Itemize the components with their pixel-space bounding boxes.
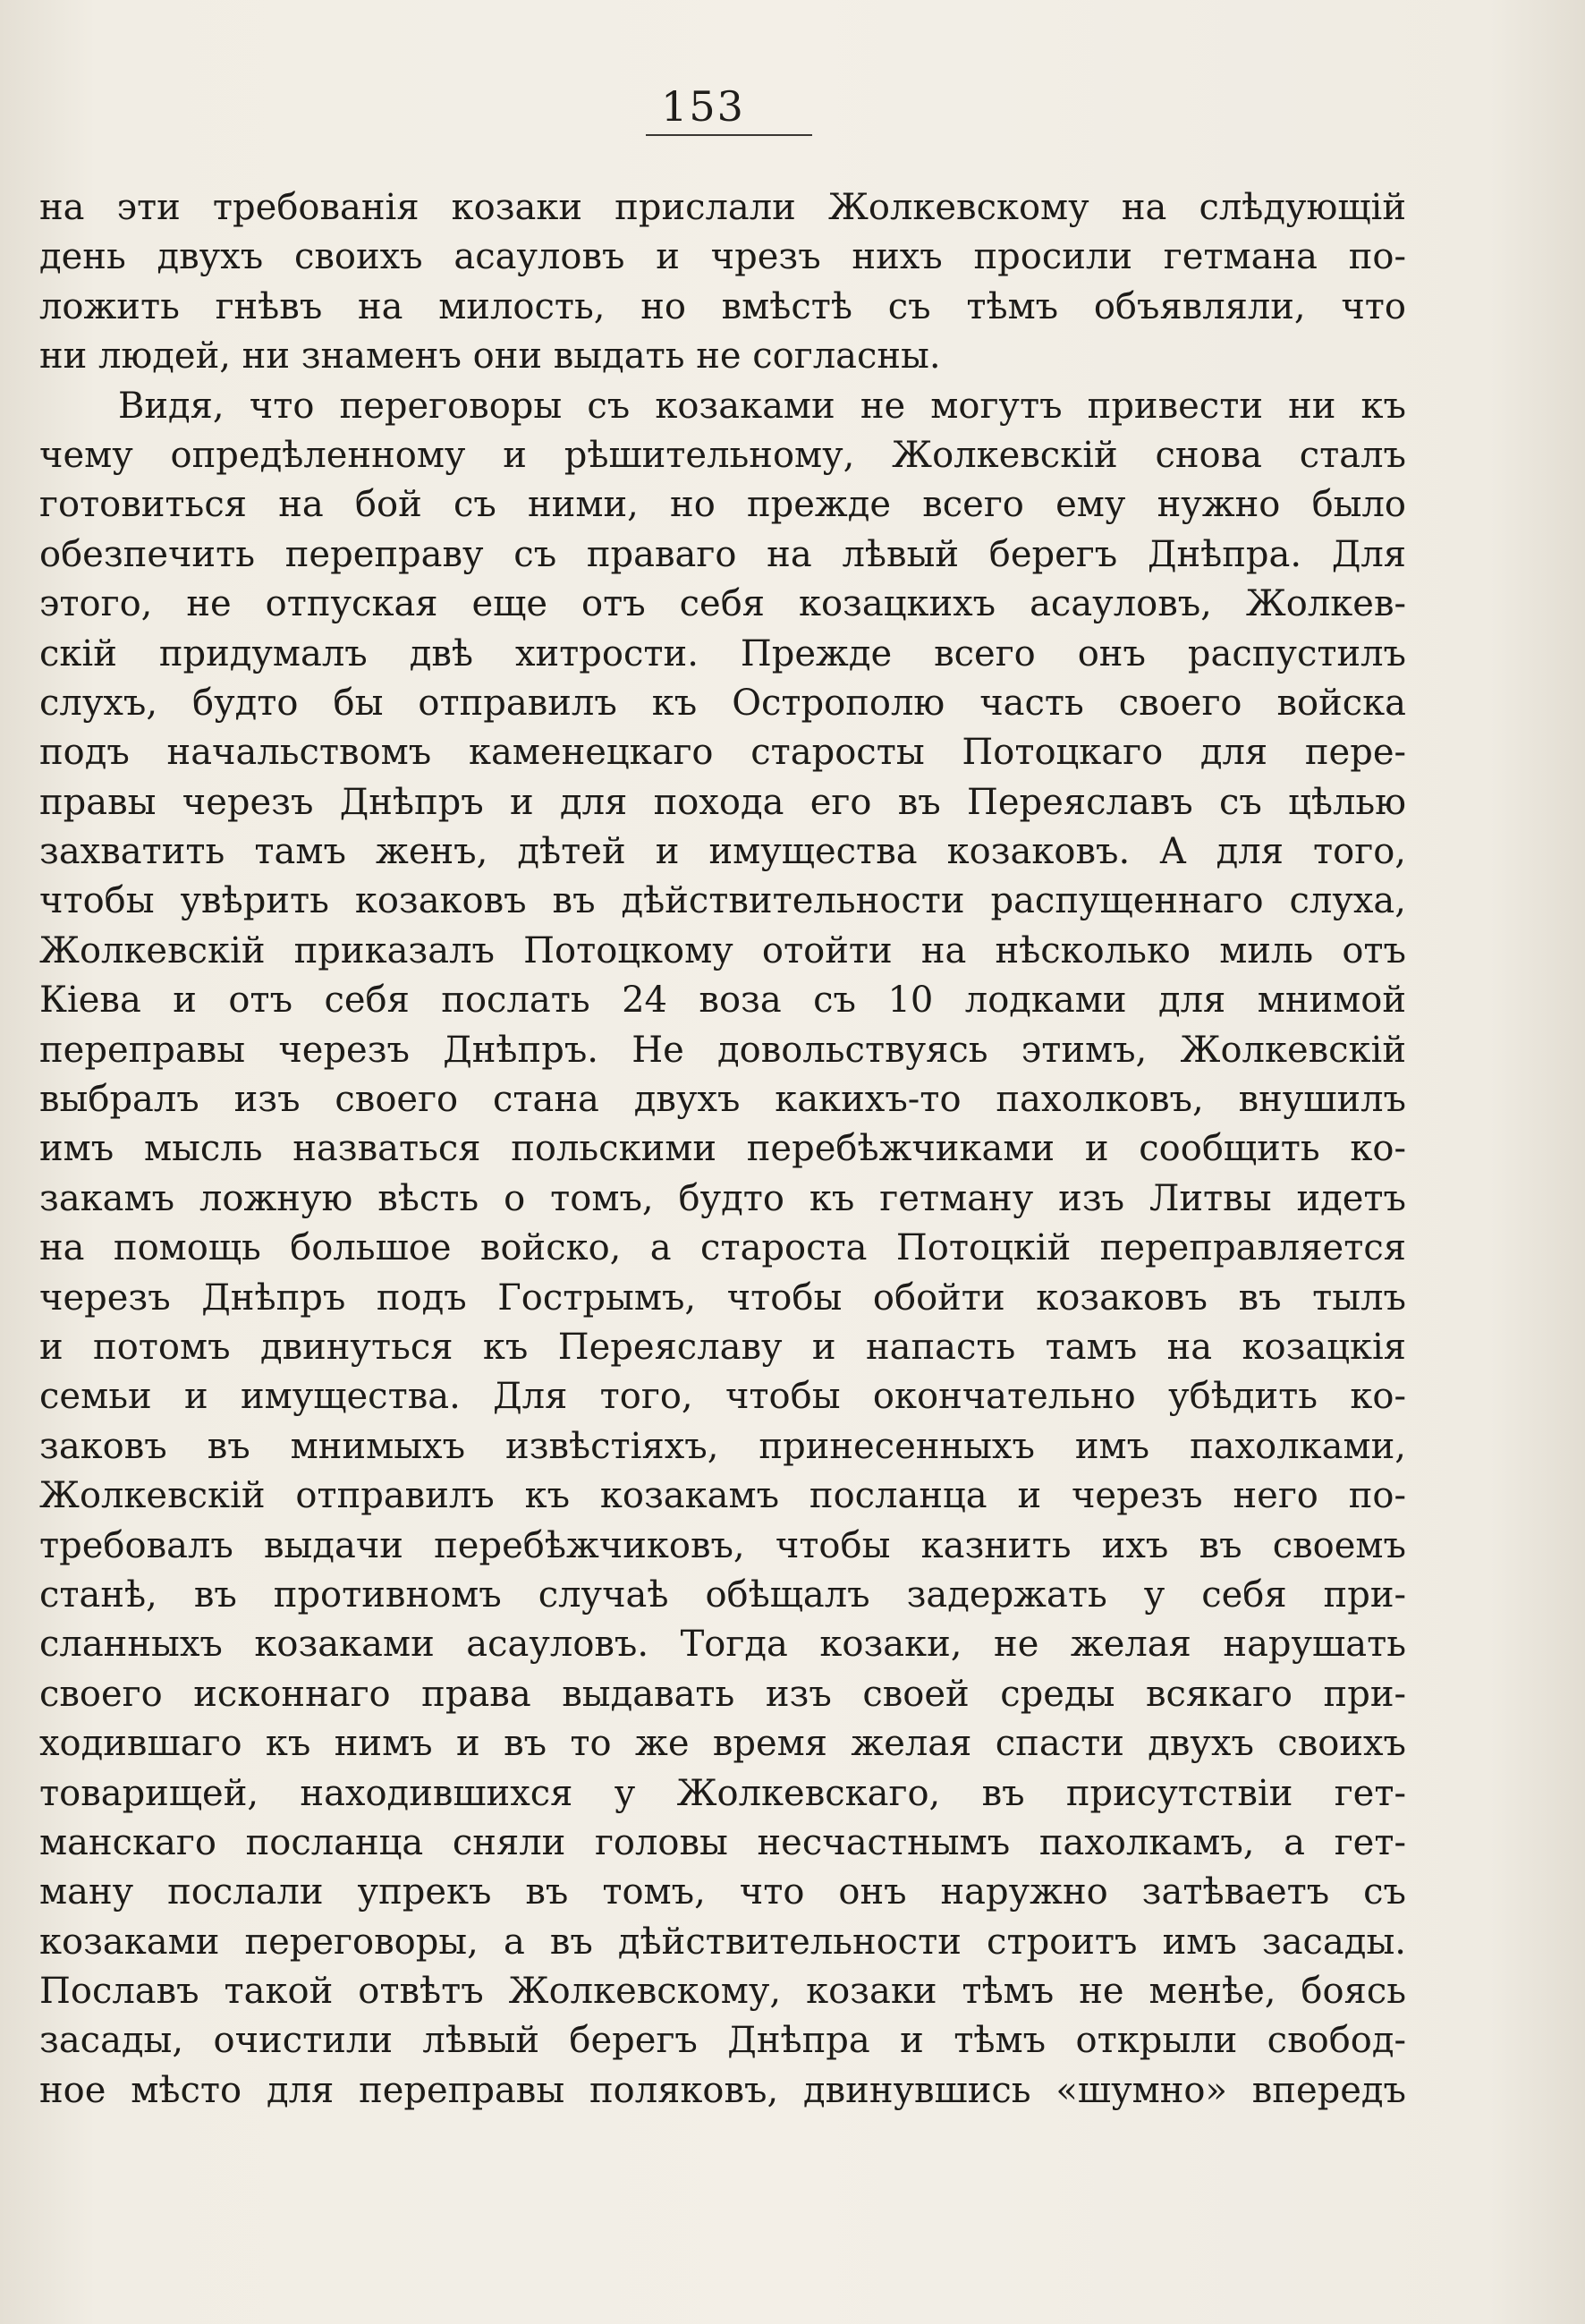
text-line: ное мѣсто для переправы поляковъ, двинувшись «шумно» впередъ (39, 2069, 1406, 2111)
text-line: козаками переговоры, а въ дѣйствительности строитъ имъ засады. (39, 1921, 1406, 1963)
body-text (39, 183, 1406, 2116)
text-line: ману послали упрекъ въ томъ, что онъ наружно затѣваетъ съ (39, 1871, 1406, 1913)
text-line: закамъ ложную вѣсть о томъ, будто къ гетману изъ Литвы идетъ (39, 1177, 1406, 1219)
text-line: Жолкевскій отправилъ къ козакамъ посланца и черезъ него по- (39, 1475, 1406, 1517)
text-line: Видя, что переговоры съ козаками не могутъ привести ни къ (118, 385, 1406, 427)
text-line: день двухъ своихъ асауловъ и чрезъ нихъ просили гетмана по- (39, 236, 1406, 278)
text-line: на эти требованія козаки прислали Жолкевскому на слѣдующій (39, 187, 1406, 228)
text-line: товарищей, находившихся у Жолкевскаго, въ присутствіи гет- (39, 1772, 1406, 1814)
text-line: скій придумалъ двѣ хитрости. Прежде всего онъ распустилъ (39, 632, 1406, 674)
text-line: черезъ Днѣпръ подъ Гострымъ, чтобы обойти козаковъ въ тылъ (39, 1277, 1406, 1319)
text-line: подъ начальствомъ каменецкаго старосты Потоцкаго для пере- (39, 732, 1406, 774)
text-line: заковъ въ мнимыхъ извѣстіяхъ, принесенныхъ имъ пахолками, (39, 1425, 1406, 1467)
text-line: и потомъ двинуться къ Переяславу и напасть тамъ на козацкія (39, 1326, 1406, 1368)
text-line: слухъ, будто бы отправилъ къ Острополю часть своего войска (39, 682, 1406, 724)
text-line: чтобы увѣрить козаковъ въ дѣйствительности распущеннаго слуха, (39, 880, 1406, 922)
text-line: Пославъ такой отвѣтъ Жолкевскому, козаки тѣмъ не менѣе, боясь (39, 1971, 1406, 2013)
text-line: ни людей, ни знаменъ они выдать не согласны. (39, 335, 941, 377)
text-line: захватить тамъ женъ, дѣтей и имущества козаковъ. А для того, (39, 831, 1406, 873)
text-line: Кіева и отъ себя послать 24 воза съ 10 лодками для мнимой (39, 980, 1406, 1022)
text-line: имъ мысль назваться польскими перебѣжчиками и сообщить ко- (39, 1128, 1406, 1170)
page-number: 153 (661, 82, 745, 131)
text-line: переправы черезъ Днѣпръ. Не довольствуясь этимъ, Жолкевскій (39, 1029, 1406, 1071)
text-line: Жолкевскій приказалъ Потоцкому отойти на нѣсколько миль отъ (39, 929, 1406, 971)
text-line: станѣ, въ противномъ случаѣ обѣщалъ задержать у себя при- (39, 1573, 1406, 1616)
text-line: манскаго посланца сняли головы несчастнымъ пахолкамъ, а гет- (39, 1821, 1406, 1863)
text-line: ложить гнѣвъ на милость, но вмѣстѣ съ тѣмъ объявляли, что (39, 285, 1406, 327)
text-line: обезпечить переправу съ праваго на лѣвый берегъ Днѣпра. Для (39, 533, 1406, 575)
text-line: на помощь большое войско, а староста Потоцкій переправляется (39, 1227, 1406, 1269)
text-line: сланныхъ козаками асауловъ. Тогда козаки, не желая нарушать (39, 1624, 1406, 1666)
text-line: правы черезъ Днѣпръ и для похода его въ Переяславъ съ цѣлью (39, 781, 1406, 823)
text-line: готовиться на бой съ ними, но прежде всего ему нужно было (39, 484, 1406, 526)
text-line: требовалъ выдачи перебѣжчиковъ, чтобы казнить ихъ въ своемъ (39, 1524, 1406, 1566)
text-line: засады, очистили лѣвый берегъ Днѣпра и тѣмъ открыли свобод- (39, 2020, 1406, 2062)
header-rule (646, 134, 812, 136)
text-line: чему опредѣленному и рѣшительному, Жолкевскій снова сталъ (39, 434, 1406, 476)
text-line: выбралъ изъ своего стана двухъ какихъ-то пахолковъ, внушилъ (39, 1079, 1406, 1121)
text-line: своего исконнаго права выдавать изъ своей среды всякаго при- (39, 1673, 1406, 1715)
text-line: этого, не отпуская еще отъ себя козацкихъ асауловъ, Жолкев- (39, 583, 1406, 625)
text-line: ходившаго къ нимъ и въ то же время желая спасти двухъ своихъ (39, 1723, 1406, 1765)
text-line: семьи и имущества. Для того, чтобы окончательно убѣдить ко- (39, 1376, 1406, 1418)
